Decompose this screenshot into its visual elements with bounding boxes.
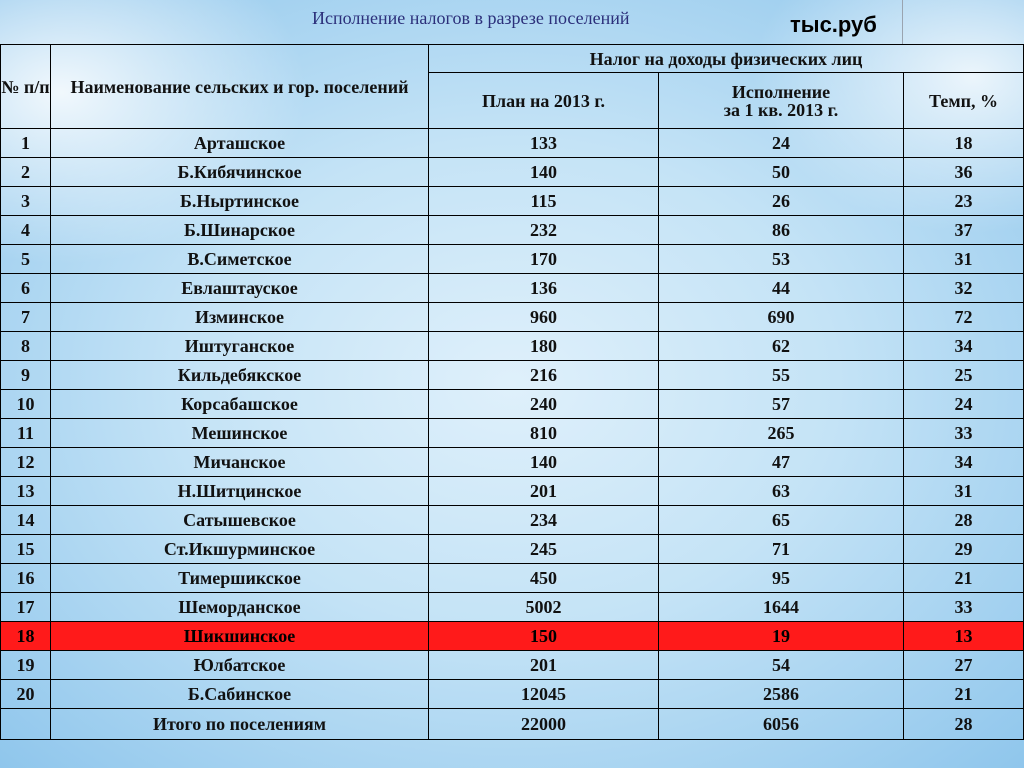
settlement-name: Евлаштауское: [51, 274, 429, 303]
table-row: [1, 187, 1024, 216]
execution-value: 95: [659, 564, 904, 593]
settlement-name: Б.Шинарское: [51, 216, 429, 245]
table-row: [1, 651, 1024, 680]
total-rate: 28: [904, 709, 1024, 740]
page-title: Исполнение налогов в разрезе поселений: [312, 8, 630, 28]
rate-value: 72: [904, 303, 1024, 332]
row-number: 7: [1, 303, 51, 332]
table-row: [1, 274, 1024, 303]
header-plan: План на 2013 г.: [429, 73, 659, 129]
rate-value: 28: [904, 506, 1024, 535]
rate-value: 21: [904, 564, 1024, 593]
plan-value: 960: [429, 303, 659, 332]
row-number: 12: [1, 448, 51, 477]
execution-value: 54: [659, 651, 904, 680]
table-row: [1, 216, 1024, 245]
plan-value: 232: [429, 216, 659, 245]
settlement-name: Шикшинское: [51, 622, 429, 651]
row-number: 2: [1, 158, 51, 187]
plan-value: 133: [429, 129, 659, 158]
settlement-name: Корсабашское: [51, 390, 429, 419]
plan-value: 140: [429, 448, 659, 477]
total-plan: 22000: [429, 709, 659, 740]
settlement-name: Кильдебякское: [51, 361, 429, 390]
execution-value: 47: [659, 448, 904, 477]
settlement-name: Шеморданское: [51, 593, 429, 622]
execution-value: 57: [659, 390, 904, 419]
table-row: [1, 390, 1024, 419]
plan-value: 234: [429, 506, 659, 535]
table-row: [1, 361, 1024, 390]
header-settlement-name: Наименование сельских и гор. поселений: [51, 45, 429, 129]
row-number: 4: [1, 216, 51, 245]
header-divider: [902, 0, 903, 44]
rate-value: 27: [904, 651, 1024, 680]
table-row: [1, 129, 1024, 158]
total-execution: 6056: [659, 709, 904, 740]
execution-value: 63: [659, 477, 904, 506]
tax-table: [0, 44, 1024, 740]
rate-value: 23: [904, 187, 1024, 216]
rate-value: 31: [904, 245, 1024, 274]
settlement-name: Тимершикское: [51, 564, 429, 593]
settlement-name: Изминское: [51, 303, 429, 332]
execution-value: 53: [659, 245, 904, 274]
header-execution-line1: Исполнение: [731, 81, 831, 102]
rate-value: 32: [904, 274, 1024, 303]
row-number: 18: [1, 622, 51, 651]
total-label: Итого по поселениям: [51, 709, 429, 740]
plan-value: 450: [429, 564, 659, 593]
table-row-highlighted: [1, 622, 1024, 651]
execution-value: 26: [659, 187, 904, 216]
header-income-tax-group: Налог на доходы физических лиц: [429, 45, 1024, 73]
plan-value: 115: [429, 187, 659, 216]
rate-value: 13: [904, 622, 1024, 651]
rate-value: 34: [904, 448, 1024, 477]
settlement-name: Ст.Икшурминское: [51, 535, 429, 564]
row-number: 5: [1, 245, 51, 274]
table-row: [1, 303, 1024, 332]
plan-value: 5002: [429, 593, 659, 622]
settlement-name: В.Симетское: [51, 245, 429, 274]
plan-value: 216: [429, 361, 659, 390]
table-row: [1, 506, 1024, 535]
plan-value: 140: [429, 158, 659, 187]
execution-value: 71: [659, 535, 904, 564]
execution-value: 2586: [659, 680, 904, 709]
table-row: [1, 593, 1024, 622]
rate-value: 24: [904, 390, 1024, 419]
plan-value: 136: [429, 274, 659, 303]
settlement-name: Б.Ныртинское: [51, 187, 429, 216]
settlement-name: Б.Сабинское: [51, 680, 429, 709]
execution-value: 62: [659, 332, 904, 361]
row-number: 6: [1, 274, 51, 303]
execution-value: 24: [659, 129, 904, 158]
execution-value: 44: [659, 274, 904, 303]
rate-value: 36: [904, 158, 1024, 187]
rate-value: 34: [904, 332, 1024, 361]
total-number: [1, 709, 51, 740]
row-number: 15: [1, 535, 51, 564]
execution-value: 265: [659, 419, 904, 448]
total-row: [1, 709, 1024, 740]
table-row: [1, 680, 1024, 709]
rate-value: 33: [904, 593, 1024, 622]
execution-value: 1644: [659, 593, 904, 622]
settlement-name: Н.Шитцинское: [51, 477, 429, 506]
table-row: [1, 448, 1024, 477]
plan-value: 245: [429, 535, 659, 564]
header-rate: Темп, %: [904, 73, 1024, 129]
table-row: [1, 332, 1024, 361]
header-execution: [659, 73, 904, 129]
settlement-name: Мичанское: [51, 448, 429, 477]
plan-value: 201: [429, 477, 659, 506]
execution-value: 690: [659, 303, 904, 332]
row-number: 9: [1, 361, 51, 390]
table-row: [1, 477, 1024, 506]
settlement-name: Иштуганское: [51, 332, 429, 361]
table-row: [1, 245, 1024, 274]
row-number: 3: [1, 187, 51, 216]
row-number: 14: [1, 506, 51, 535]
header-execution-line2: за 1 кв. 2013 г.: [723, 99, 839, 120]
rate-value: 33: [904, 419, 1024, 448]
table-row: [1, 419, 1024, 448]
table-row: [1, 158, 1024, 187]
plan-value: 12045: [429, 680, 659, 709]
row-number: 16: [1, 564, 51, 593]
execution-value: 86: [659, 216, 904, 245]
header-number: № п/п: [1, 45, 51, 129]
settlement-name: Арташское: [51, 129, 429, 158]
row-number: 17: [1, 593, 51, 622]
settlement-name: Мешинское: [51, 419, 429, 448]
execution-value: 50: [659, 158, 904, 187]
settlement-name: Юлбатское: [51, 651, 429, 680]
units-label: тыс.руб: [790, 12, 877, 37]
execution-value: 65: [659, 506, 904, 535]
execution-value: 19: [659, 622, 904, 651]
plan-value: 201: [429, 651, 659, 680]
rate-value: 25: [904, 361, 1024, 390]
rate-value: 31: [904, 477, 1024, 506]
plan-value: 150: [429, 622, 659, 651]
table-row: [1, 564, 1024, 593]
row-number: 11: [1, 419, 51, 448]
execution-value: 55: [659, 361, 904, 390]
rate-value: 37: [904, 216, 1024, 245]
plan-value: 170: [429, 245, 659, 274]
rate-value: 21: [904, 680, 1024, 709]
row-number: 10: [1, 390, 51, 419]
settlement-name: Б.Кибячинское: [51, 158, 429, 187]
rate-value: 29: [904, 535, 1024, 564]
plan-value: 240: [429, 390, 659, 419]
plan-value: 180: [429, 332, 659, 361]
row-number: 1: [1, 129, 51, 158]
row-number: 13: [1, 477, 51, 506]
settlement-name: Сатышевское: [51, 506, 429, 535]
rate-value: 18: [904, 129, 1024, 158]
row-number: 20: [1, 680, 51, 709]
table-row: [1, 535, 1024, 564]
plan-value: 810: [429, 419, 659, 448]
row-number: 19: [1, 651, 51, 680]
row-number: 8: [1, 332, 51, 361]
